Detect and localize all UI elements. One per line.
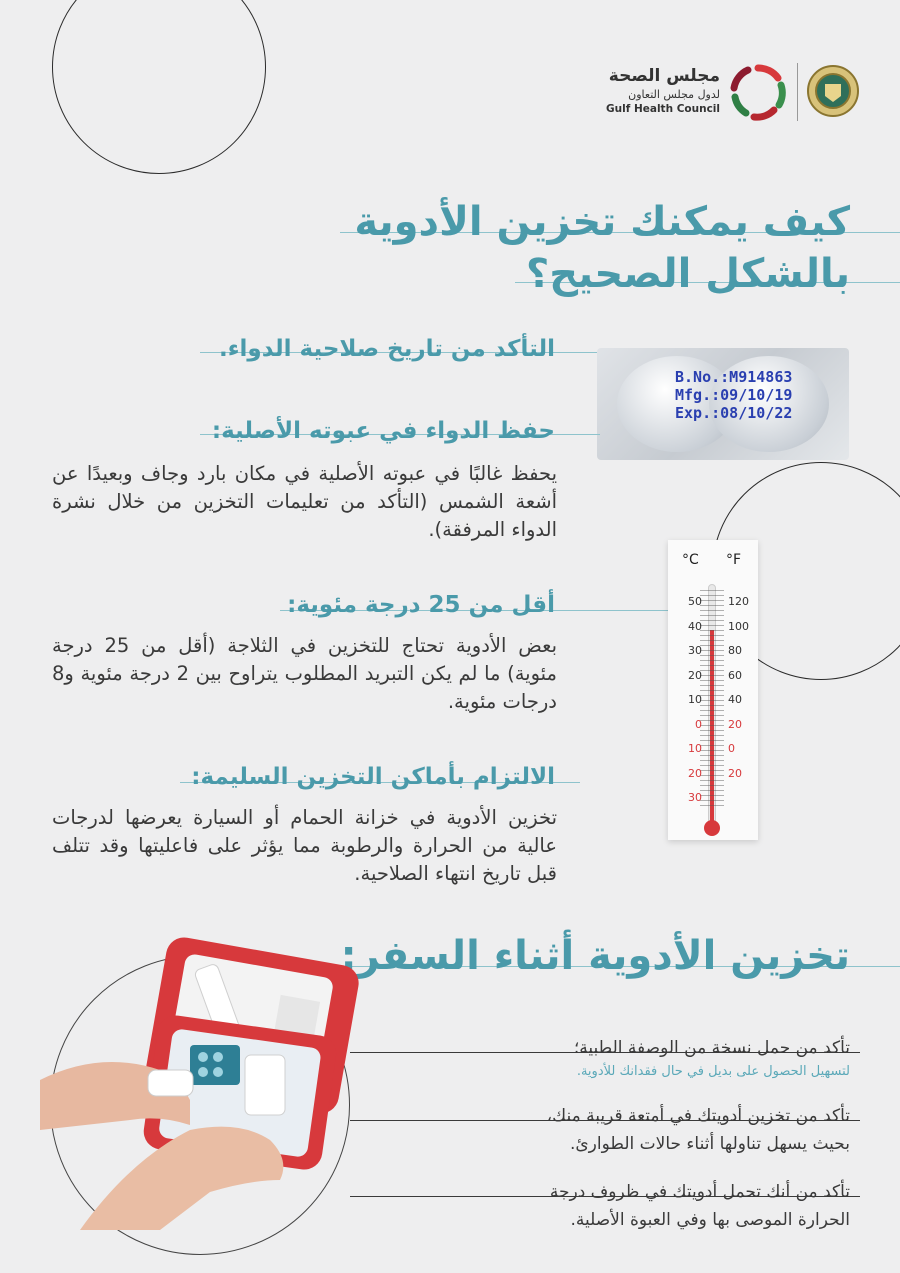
f-label: 100 [728,619,749,633]
c-label: 20 [688,766,702,780]
thermometer-scale [700,590,724,810]
c-label: 0 [695,717,702,731]
f-label: 0 [728,742,735,755]
org-subname-ar: لدول مجلس التعاون [628,88,720,101]
f-label: 120 [728,595,749,608]
travel-tip-2-line-1: تأكد من تخزين أدويتك في أمتعة قريبة منك، [546,1106,850,1126]
logo-divider [797,63,798,121]
f-label: 60 [728,668,742,682]
org-name-en: Gulf Health Council [606,103,720,115]
pack-body: يحفظ غالبًا في عبوته الأصلية في مكان بارد وجاف وبعيدًا عن أشعة الشمس (التأكد من تعليمات التخزين من خلال نشرة الدواء المرفقة). [52,462,557,541]
f-label: 20 [728,717,742,731]
thermometer-unit-f: °F [726,552,742,568]
thermometer-image [668,540,758,840]
blister-batch: B.No.:M914863 [675,368,793,386]
travel-tip-2-line-2: بحيث يسهل تناولها أثناء حالات الطوارئ. [569,1134,850,1154]
travel-tip-1-text: تأكد من حمل نسخة من الوصفة الطبية؛ [573,1038,850,1058]
blister-mfg: Mfg.:09/10/19 [675,386,793,404]
pack-heading: حفظ الدواء في عبوته الأصلية: [211,418,555,444]
page-title [320,198,850,298]
c-label: 20 [688,668,702,682]
gcc-emblem-icon [806,64,860,118]
blister-exp: Exp.:08/10/22 [675,404,793,422]
thermometer-f-labels [728,590,754,786]
blister-pack-image [597,348,849,460]
f-label: 40 [728,693,742,706]
thermometer-bulb [704,820,720,836]
c-label: 10 [688,693,702,706]
c-label: 10 [688,742,702,755]
c-label: 40 [688,619,702,633]
c-label: 50 [688,595,702,608]
travel-tip-1 [350,1034,850,1079]
decor-circle-top [52,0,266,174]
medical-bag-image [40,930,360,1230]
page-title-line-1: كيف يمكنك تخزين الأدوية [354,199,850,245]
org-name-ar: مجلس الصحة [608,66,720,86]
ghc-logo-icon [726,60,790,124]
org-name-block [560,66,720,115]
travel-tip-1-note: لتسهيل الحصول على بديل في حال فقدانك للأدوية. [576,1064,850,1079]
travel-tip-3-line-1: تأكد من أنك تحمل أدويتك في ظروف درجة [549,1182,850,1202]
thermometer-c-labels [678,590,702,811]
c-label: 30 [688,644,702,657]
c-label: 30 [688,791,702,804]
travel-tip-2 [350,1102,850,1158]
expiry-heading: التأكد من تاريخ صلاحية الدواء. [219,336,555,362]
page-title-line-2: بالشكل الصحيح؟ [526,251,850,297]
thermometer-unit-c: °C [682,552,699,568]
travel-tip-3 [350,1178,850,1234]
blister-print [675,368,792,422]
places-body: تخزين الأدوية في خزانة الحمام أو السيارة يعرضها لدرجات عالية من الحرارة والرطوبة مما يؤثر على فاعليتها وقد تتلف قبل تاريخ انتهاء الصلاحية. [52,806,557,885]
temp-heading: أقل من 25 درجة مئوية: [287,592,555,618]
travel-heading: تخزين الأدوية أثناء السفر: [340,933,850,979]
places-heading: الالتزام بأماكن التخزين السليمة: [191,764,555,790]
travel-tip-3-line-2: الحرارة الموصى بها وفي العبوة الأصلية. [570,1210,850,1230]
temp-body: بعض الأدوية تحتاج للتخزين في الثلاجة (أقل من 25 درجة مئوية) ما لم يكن التبريد المطلوب يتراوح بين 2 درجة مئوية و8 درجات مئوية. [52,634,558,713]
f-label: 20 [728,766,742,780]
f-label: 80 [728,644,742,657]
